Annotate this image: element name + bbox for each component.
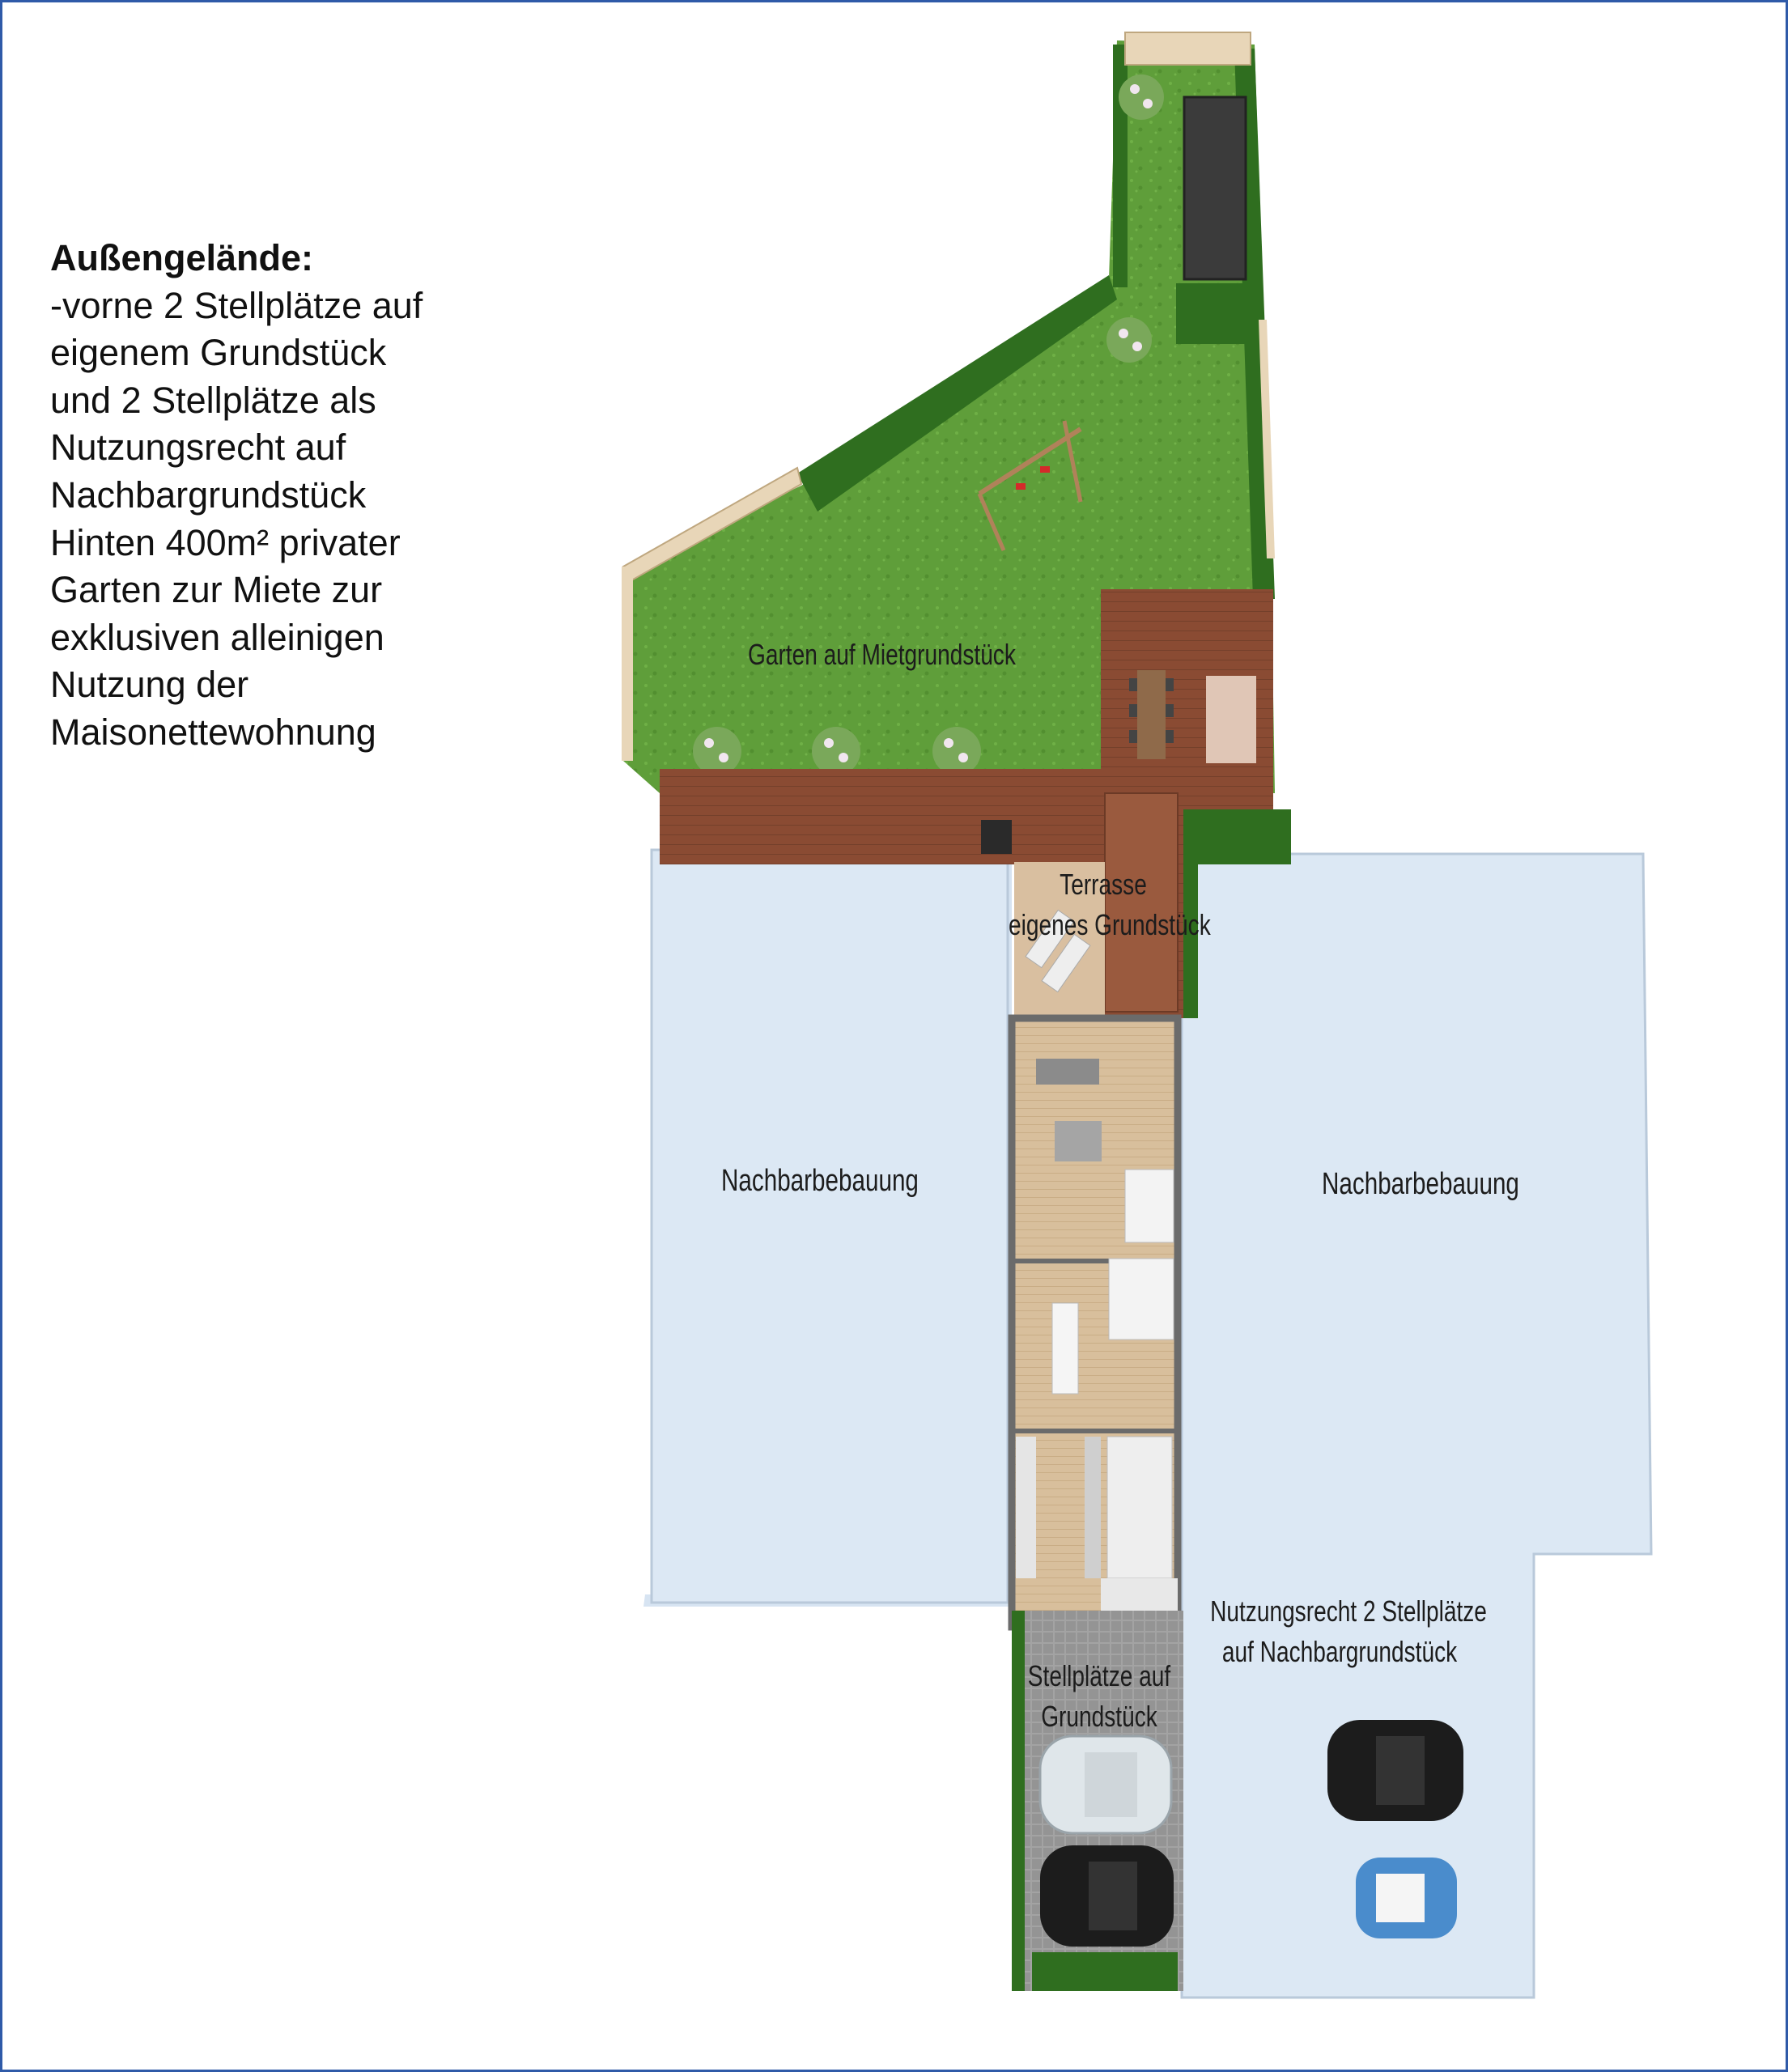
car-blue <box>1356 1858 1457 1938</box>
description-line: Garten zur Miete zur <box>50 569 383 611</box>
car-black-own <box>1040 1845 1174 1947</box>
flower-bush <box>812 727 860 775</box>
neighbor-building-right <box>1182 854 1651 1998</box>
parking-right-label-line1: Nutzungsrecht 2 Stellplätze <box>1210 1594 1487 1628</box>
description-line: Nutzung der <box>50 664 249 706</box>
flower-bush <box>1119 74 1164 120</box>
car-white <box>1040 1736 1171 1833</box>
description-line: Hinten 400m² privater <box>50 521 401 563</box>
parking-own-label-line1: Stellplätze auf <box>1027 1659 1171 1692</box>
garden-label: Garten auf Mietgrundstück <box>748 638 1016 671</box>
neighbor-right-label: Nachbarbebauung <box>1322 1167 1519 1201</box>
flower-bush <box>1106 317 1152 363</box>
description-line: -vorne 2 Stellplätze auf <box>50 284 423 326</box>
terrace-label-line1: Terrasse <box>1060 868 1147 901</box>
description-line: Nutzungsrecht auf <box>50 427 346 469</box>
description-heading: Außengelände: <box>50 237 314 278</box>
parking-own-label-line2: Grundstück <box>1041 1700 1157 1733</box>
terrace-label-line2: eigenes Grundstück <box>1009 908 1211 941</box>
description-line: exklusiven alleinigen <box>50 616 384 658</box>
neighbor-left-label: Nachbarbebauung <box>721 1164 919 1198</box>
description-line: Maisonettewohnung <box>50 711 376 753</box>
parking-right-label-line2: auf Nachbargrundstück <box>1221 1635 1458 1668</box>
description-line: Nachbargrundstück <box>50 473 367 516</box>
flower-bush <box>693 727 741 775</box>
description-line: eigenem Grundstück <box>50 332 387 374</box>
neighbor-building-left <box>643 850 1012 1607</box>
flower-bush <box>932 727 981 775</box>
apartment-floorplan <box>1012 1018 1178 1627</box>
car-black-neighbor <box>1327 1720 1463 1821</box>
description-line: und 2 Stellplätze als <box>50 379 376 421</box>
